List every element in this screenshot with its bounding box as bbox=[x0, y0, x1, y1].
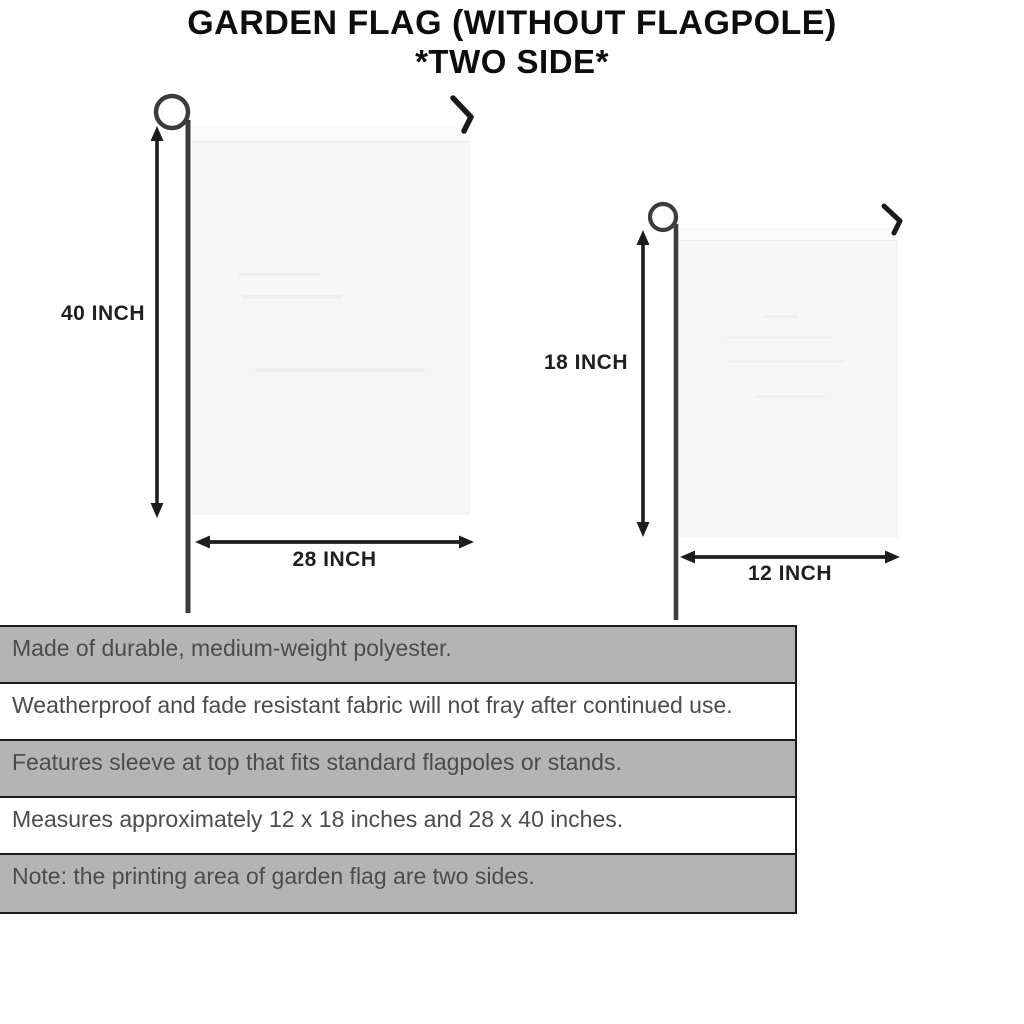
flagpole-with-loop-icon bbox=[650, 204, 676, 620]
feature-row-weatherproof: Weatherproof and fade resistant fabric will not fray after continued use. bbox=[0, 684, 795, 741]
flagpole-with-loop-icon bbox=[156, 96, 188, 613]
bent-hook-icon bbox=[453, 98, 471, 131]
feature-row-sleeve: Features sleeve at top that fits standard flagpoles or stands. bbox=[0, 741, 795, 798]
feature-row-measures: Measures approximately 12 x 18 inches and 28 x 40 inches. bbox=[0, 798, 795, 855]
features-table bbox=[0, 625, 797, 914]
width-label-small: 12 INCH bbox=[747, 562, 833, 585]
feature-row-note: Note: the printing area of garden flag are two sides. bbox=[0, 855, 795, 912]
page-title: GARDEN FLAG (WITHOUT FLAGPOLE) bbox=[187, 4, 837, 42]
height-arrow-small bbox=[637, 230, 650, 537]
height-label-large: 40 INCH bbox=[60, 302, 145, 325]
page-subtitle: *TWO SIDE* bbox=[415, 43, 609, 80]
feature-row-material: Made of durable, medium-weight polyester. bbox=[0, 627, 795, 684]
bent-hook-icon bbox=[884, 206, 900, 233]
height-arrow-large bbox=[151, 126, 164, 518]
height-label-small: 18 INCH bbox=[543, 351, 628, 374]
width-arrow-large bbox=[195, 536, 474, 549]
width-label-large: 28 INCH bbox=[292, 548, 377, 571]
